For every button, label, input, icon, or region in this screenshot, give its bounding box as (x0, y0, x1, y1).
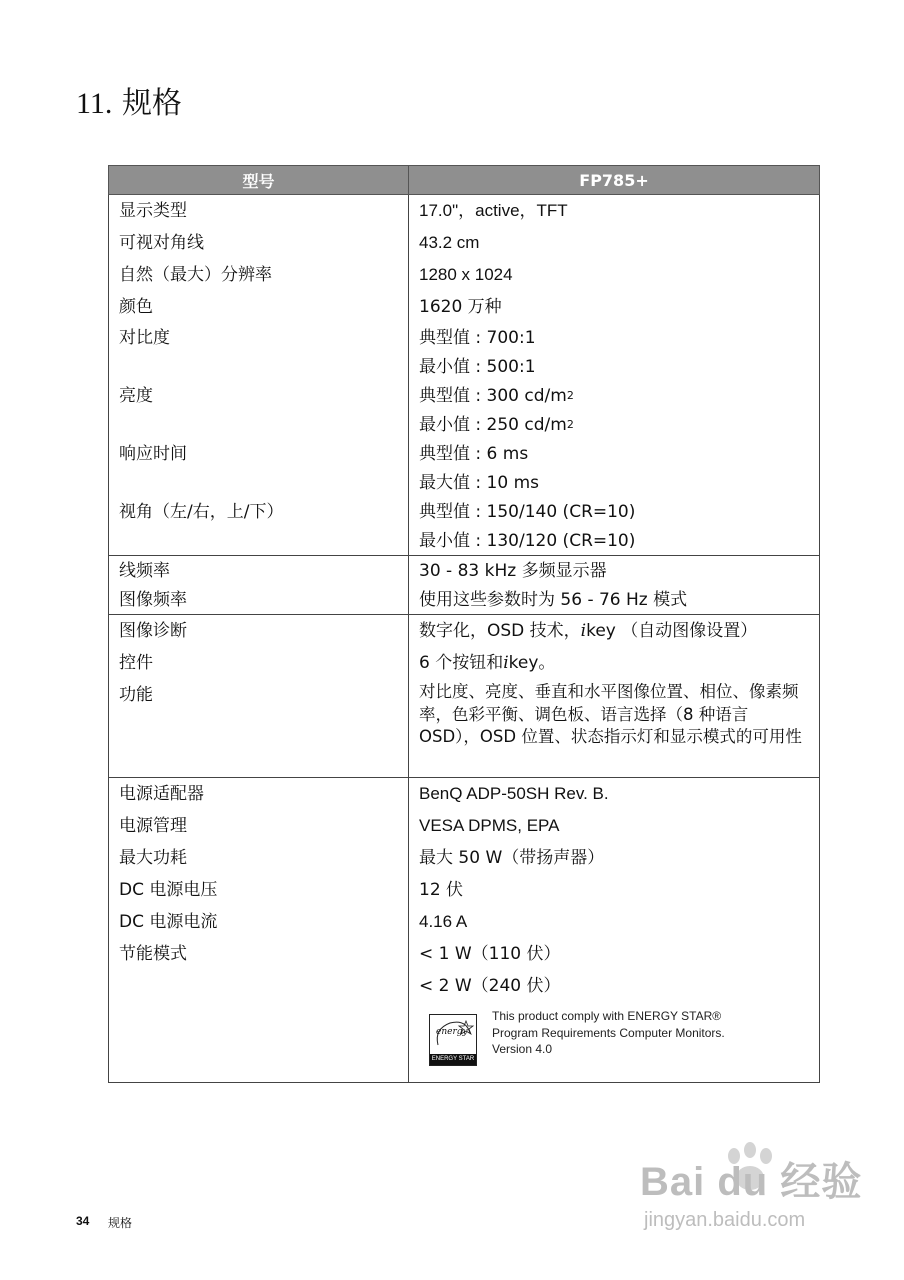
energy-star-text (492, 1008, 725, 1058)
energy-script-logo: energy (436, 1027, 468, 1037)
label-viewable-diagonal: 可视对角线 (119, 233, 204, 253)
energy-star-logo (429, 1014, 477, 1066)
energy-star-band: ENERGY STAR (430, 1054, 476, 1065)
value-dc-voltage: 12 伏 (419, 880, 464, 900)
value-power-saving-240: < 2 W（240 伏） (419, 976, 561, 996)
label-functions: 功能 (119, 685, 153, 705)
energy-line-1: This product comply with ENERGY STAR® (492, 1009, 722, 1023)
value-viewable-diagonal: 43.2 cm (419, 233, 480, 252)
page-title (76, 78, 182, 122)
label-dc-current: DC 电源电流 (119, 912, 218, 932)
spec-group-osd (109, 615, 820, 778)
value-power-saving-110: < 1 W（110 伏） (419, 944, 561, 964)
section-number: 11. (76, 87, 113, 120)
spec-table (108, 165, 820, 1083)
label-contrast: 对比度 (119, 327, 170, 348)
spec-group-power (109, 778, 820, 1083)
label-dc-voltage: DC 电源电压 (119, 880, 218, 900)
value-dc-current: 4.16 A (419, 912, 468, 931)
value-functions: 对比度、亮度、垂直和水平图像位置、相位、像素频率，色彩平衡、调色板、语言选择（8 种语言 OSD），OSD 位置、状态指示灯和显示模式的可用性 (419, 682, 802, 746)
superscript: 2 (566, 388, 574, 402)
label-colors: 颜色 (119, 297, 153, 317)
header-model-value: FP785+ (409, 166, 820, 195)
i-key-icon: i (580, 621, 587, 641)
label-power-management: 电源管理 (119, 816, 187, 836)
label-power-saving: 节能模式 (119, 944, 187, 964)
spec-group-display (109, 195, 820, 556)
header-model-label: 型号 (109, 166, 409, 195)
watermark-url: jingyan.baidu.com (644, 1209, 806, 1231)
value-response-max: 最大值 : 10 ms (419, 472, 539, 493)
value-brightness-min: 最小值 : 250 cd/m 2 (419, 414, 574, 435)
value-contrast-typical: 典型值 : 700:1 (419, 327, 536, 348)
value-display-type: 17.0"，active，TFT (419, 201, 568, 220)
page-number: 34 (76, 1214, 90, 1228)
value-response-typical: 典型值 : 6 ms (419, 443, 529, 464)
section-title: 规格 (121, 86, 182, 121)
value-power-management: VESA DPMS, EPA (419, 816, 560, 835)
value-resolution: 1280 x 1024 (419, 265, 513, 284)
watermark (640, 1150, 862, 1232)
value-power-adapter: BenQ ADP-50SH Rev. B. (419, 784, 609, 803)
value-line-frequency: 30 - 83 kHz 多频显示器 (419, 560, 607, 581)
value-viewing-angle-typical: 典型值 : 150/140 (CR=10) (419, 501, 636, 522)
value-image-frequency: 使用这些参数时为 56 - 76 Hz 模式 (419, 589, 688, 610)
value-viewing-angle-min: 最小值 : 130/120 (CR=10) (419, 530, 636, 551)
label-resolution: 自然（最大）分辨率 (119, 265, 272, 285)
i-key-icon: i (503, 653, 509, 673)
watermark-brand: Bai du 经验 (640, 1160, 863, 1204)
value-max-power: 最大 50 W（带扬声器） (419, 848, 605, 868)
label-line-frequency: 线频率 (119, 560, 170, 581)
label-viewing-angle: 视角（左/右，上/下） (119, 501, 284, 522)
value-contrast-min: 最小值 : 500:1 (419, 356, 536, 377)
label-display-type: 显示类型 (119, 201, 187, 221)
label-image-frequency: 图像频率 (119, 589, 187, 610)
spec-group-frequency (109, 556, 820, 615)
label-brightness: 亮度 (119, 385, 153, 406)
energy-line-2: Program Requirements Computer Monitors. (492, 1025, 725, 1040)
value-brightness-typical: 典型值 : 300 cd/m 2 (419, 385, 574, 406)
energy-line-3: Version 4.0 (492, 1042, 553, 1056)
label-power-adapter: 电源适配器 (119, 784, 204, 804)
value-colors: 1620 万种 (419, 297, 502, 317)
value-controls: 6 个按钮和 i key。 (419, 653, 556, 673)
label-controls: 控件 (119, 653, 153, 673)
superscript: 2 (566, 417, 574, 431)
value-image-diagnostics: 数字化，OSD 技术， i key （自动图像设置） (419, 621, 758, 641)
label-response-time: 响应时间 (119, 443, 187, 464)
label-max-power: 最大功耗 (119, 848, 187, 868)
label-image-diagnostics: 图像诊断 (119, 621, 187, 641)
energy-star-block (429, 1008, 819, 1066)
footer-label: 规格 (108, 1216, 133, 1230)
